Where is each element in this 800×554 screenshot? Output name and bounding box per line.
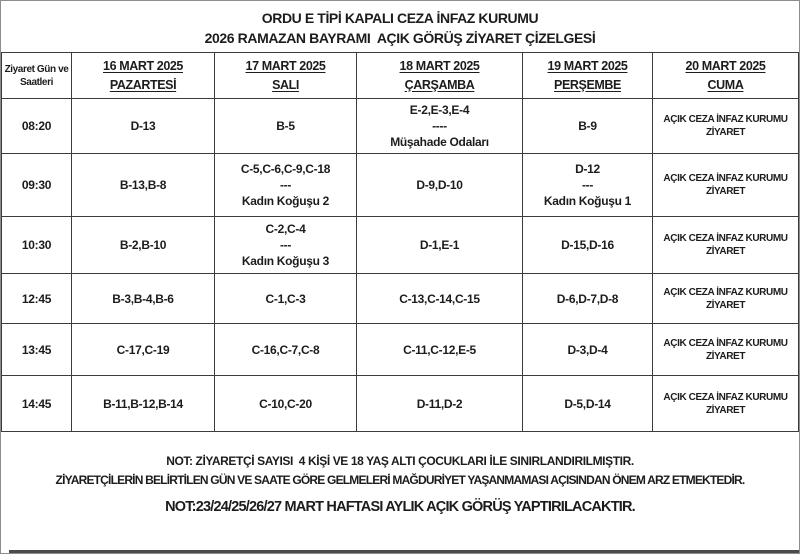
schedule-row-1445: [2, 376, 799, 432]
separator-dashes: ---: [581, 178, 594, 192]
ward-list: D-13: [130, 119, 156, 133]
time-cell: 09:30: [2, 154, 72, 217]
open-prison-visit-cell: [653, 274, 799, 324]
day-header-thursday: [523, 53, 653, 99]
visit-label-line-2: ZİYARET: [705, 350, 746, 362]
day-name-label: CUMA: [707, 77, 744, 92]
visit-label-line-2: ZİYARET: [705, 299, 746, 311]
ward-list: C-2,C-4: [265, 222, 306, 236]
open-prison-visit-cell: [653, 324, 799, 376]
separator-dashes: ---: [279, 178, 292, 192]
date-label: 18 MART 2025: [399, 58, 480, 73]
schedule-cell: [215, 154, 357, 217]
schedule-cell: [357, 324, 523, 376]
ward-list: C-1,C-3: [265, 291, 306, 306]
schedule-cell: [523, 217, 653, 274]
schedule-cell: [215, 217, 357, 274]
ward-note: Kadın Koğuşu 2: [241, 194, 330, 208]
ward-note: Kadın Koğuşu 1: [543, 194, 632, 208]
date-label: 20 MART 2025: [685, 58, 766, 73]
open-prison-visit-cell: [653, 376, 799, 432]
open-prison-visit-cell: [653, 217, 799, 274]
date-label: 16 MART 2025: [103, 58, 183, 73]
ward-list: B-11,B-12,B-14: [103, 396, 183, 411]
note-visitor-limit: NOT: ZİYARETÇİ SAYISI 4 KİŞİ VE 18 YAŞ ALTI ÇOCUKLARI İLE SINIRLANDIRILMIŞTIR.: [166, 454, 634, 468]
schedule-cell: [523, 99, 653, 154]
visit-label-line-1: AÇIK CEZA İNFAZ KURUMU: [663, 173, 788, 184]
schedule-cell: [523, 376, 653, 432]
ward-list: B-2,B-10: [119, 238, 167, 252]
note-punctuality: ZİYARETÇİLERİN BELİRTİLEN GÜN VE SAATE GÖRE GELMELERİ MAĞDURİYET YAŞANMAMASI AÇISINDAN ÖNEM ARZ ETMEKTEDİR.: [55, 473, 745, 487]
ward-list: D-11,D-2: [416, 396, 463, 411]
ward-list: D-5,D-14: [564, 396, 611, 411]
day-name-label: ÇARŞAMBA: [404, 77, 475, 92]
schedule-cell: [523, 154, 653, 217]
ward-list: B-5: [276, 119, 295, 133]
schedule-cell: [357, 217, 523, 274]
ward-list: D-1,E-1: [419, 238, 460, 252]
schedule-row-1245: [2, 274, 799, 324]
separator-dashes: ----: [432, 119, 447, 133]
schedule-cell: [215, 376, 357, 432]
ward-list: C-16,C-7,C-8: [251, 342, 320, 357]
time-cell: 08:20: [2, 99, 72, 154]
schedule-row-0820: [2, 99, 799, 154]
ward-list: C-11,C-12,E-5: [403, 342, 476, 357]
ward-list: E-2,E-3,E-4: [409, 103, 470, 117]
note-monthly-visit-week: NOT:23/24/25/26/27 MART HAFTASI AYLIK AÇIK GÖRÜŞ YAPTIRILACAKTIR.: [165, 499, 635, 515]
visit-label-line-2: ZİYARET: [705, 186, 746, 197]
header-row: [2, 53, 799, 99]
schedule-cell: [523, 274, 653, 324]
open-prison-visit-cell: [653, 154, 799, 217]
visit-schedule-table: [1, 52, 799, 432]
ward-list: C-17,C-19: [116, 342, 170, 357]
ward-list: D-15,D-16: [561, 238, 614, 252]
visit-label-line-2: ZİYARET: [705, 127, 746, 138]
day-name-label: SALI: [272, 77, 299, 92]
notes-section: [1, 452, 799, 519]
schedule-cell: [357, 99, 523, 154]
ward-list: C-5,C-6,C-9,C-18: [240, 162, 331, 176]
ward-list: B-3,B-4,B-6: [112, 291, 174, 306]
visit-label-line-2: ZİYARET: [705, 404, 746, 416]
schedule-cell: [215, 324, 357, 376]
corner-header-cell: [2, 53, 72, 99]
visit-label-line-2: ZİYARET: [705, 246, 746, 257]
time-cell: 10:30: [2, 217, 72, 274]
visit-label-line-1: AÇIK CEZA İNFAZ KURUMU: [663, 286, 788, 298]
visit-label-line-1: AÇIK CEZA İNFAZ KURUMU: [663, 337, 788, 349]
scan-edge-bar: [9, 550, 799, 553]
document-title: [1, 1, 799, 48]
schedule-cell: [357, 376, 523, 432]
visit-label-line-1: AÇIK CEZA İNFAZ KURUMU: [663, 114, 788, 125]
ward-list: C-13,C-14,C-15: [399, 291, 480, 306]
schedule-cell: [72, 99, 215, 154]
open-prison-visit-cell: [653, 99, 799, 154]
title-line-1: ORDU E TİPİ KAPALI CEZA İNFAZ KURUMU: [261, 10, 539, 26]
schedule-row-1030: [2, 217, 799, 274]
day-header-friday: [653, 53, 799, 99]
ward-list: D-6,D-7,D-8: [556, 291, 619, 306]
schedule-cell: [523, 324, 653, 376]
schedule-cell: [72, 274, 215, 324]
schedule-cell: [72, 217, 215, 274]
ward-list: D-3,D-4: [567, 342, 608, 357]
day-name-label: PERŞEMBE: [554, 77, 621, 92]
ward-list: D-12: [575, 162, 600, 176]
schedule-cell: [357, 274, 523, 324]
schedule-cell: [357, 154, 523, 217]
day-header-monday: [72, 53, 215, 99]
day-header-wednesday: [357, 53, 523, 99]
time-cell: 12:45: [2, 274, 72, 324]
title-line-2: 2026 RAMAZAN BAYRAMI AÇIK GÖRÜŞ ZİYARET ÇİZELGESİ: [204, 30, 596, 46]
schedule-cell: [72, 154, 215, 217]
day-header-tuesday: [215, 53, 357, 99]
time-cell: 13:45: [2, 324, 72, 376]
visit-label-line-1: AÇIK CEZA İNFAZ KURUMU: [663, 233, 788, 244]
corner-header-line-2: Saatleri: [20, 76, 53, 88]
schedule-cell: [215, 274, 357, 324]
ward-note: Müşahade Odaları: [390, 135, 489, 149]
visit-label-line-1: AÇIK CEZA İNFAZ KURUMU: [663, 391, 788, 403]
date-label: 17 MART 2025: [245, 58, 326, 73]
schedule-row-1345: [2, 324, 799, 376]
separator-dashes: ---: [279, 238, 292, 252]
ward-list: D-9,D-10: [416, 178, 463, 192]
ward-list: B-9: [578, 119, 597, 133]
schedule-row-0930: [2, 154, 799, 217]
schedule-cell: [72, 324, 215, 376]
ward-list: B-13,B-8: [119, 178, 167, 192]
corner-header-line-1: Ziyaret Gün ve: [4, 63, 69, 75]
ward-list: C-10,C-20: [259, 396, 312, 411]
date-label: 19 MART 2025: [547, 58, 628, 73]
ward-note: Kadın Koğuşu 3: [241, 254, 330, 268]
day-name-label: PAZARTESİ: [109, 77, 177, 92]
schedule-cell: [215, 99, 357, 154]
schedule-cell: [72, 376, 215, 432]
time-cell: 14:45: [2, 376, 72, 432]
